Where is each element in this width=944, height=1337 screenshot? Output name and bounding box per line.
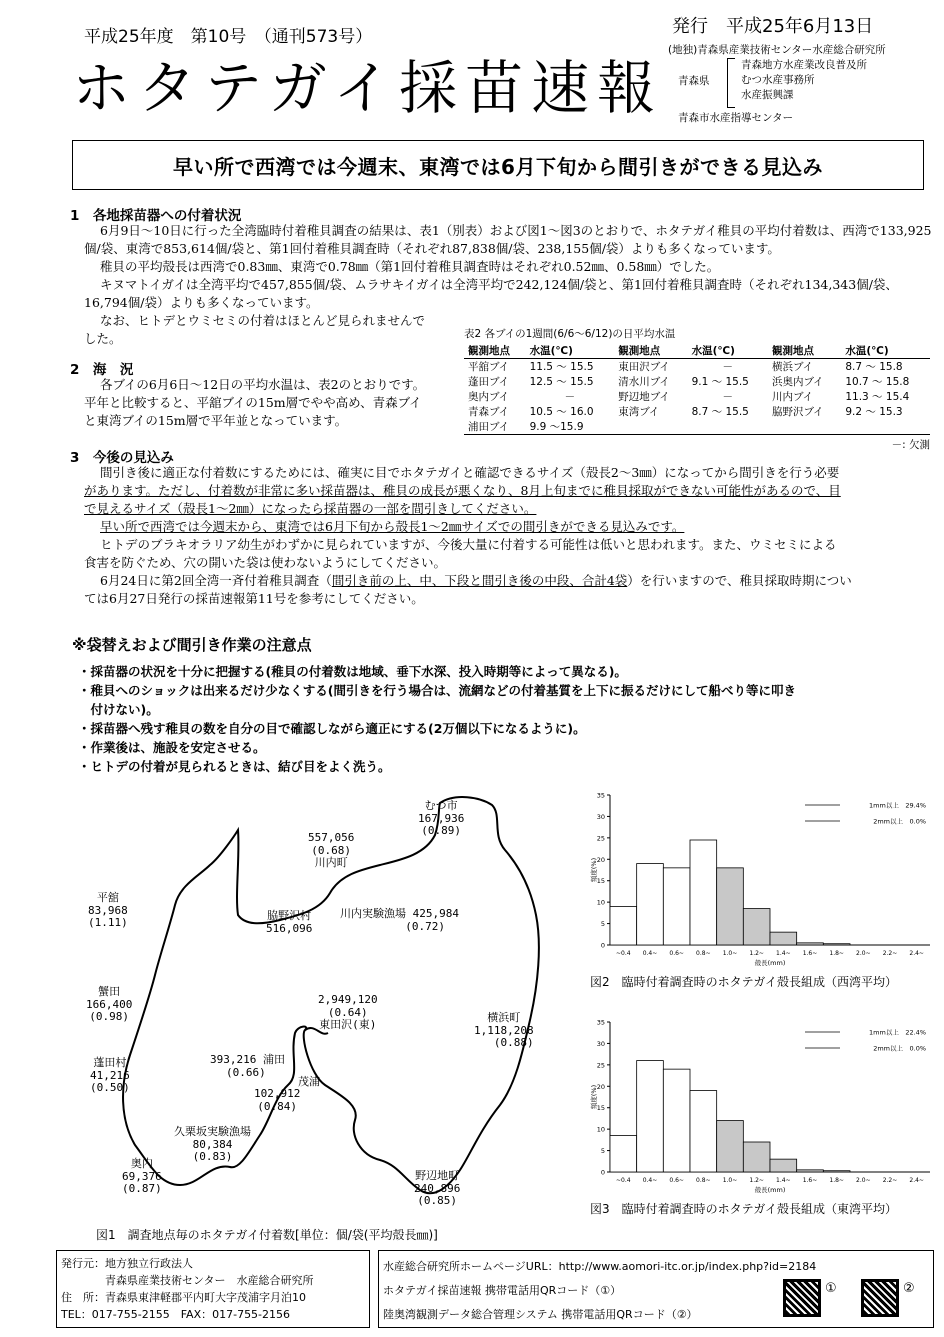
table-cell: － xyxy=(722,391,734,403)
org-line-5: 青森市水産指導センター xyxy=(678,112,794,124)
x-tick-label: 0.6~ xyxy=(669,950,684,957)
list-item: ・ヒトデの付着が見られるときは、結び目をよく洗う。 xyxy=(78,759,391,774)
legend-label: 1mm以上 29.4% xyxy=(869,801,926,810)
table-cell: 12.5 ～ 15.5 xyxy=(529,376,594,388)
y-tick-label: 35 xyxy=(596,1018,605,1027)
table-cell: － xyxy=(564,391,576,403)
chart-east xyxy=(588,1012,934,1200)
homepage-url[interactable]: 水産総合研究所ホームページURL：http://www.aomori-itc.or.jp/index.php?id=2184 xyxy=(383,1260,817,1273)
y-tick-label: 25 xyxy=(596,1061,605,1070)
map-label-kurimoguri: 久栗坂実験漁場 80,384 (0.83) xyxy=(174,1125,251,1163)
table-cell: 浦田ブイ xyxy=(468,421,510,433)
qr-1-mark: ① xyxy=(825,1281,837,1296)
table-2-note: －: 欠測 xyxy=(891,439,930,451)
y-tick-label: 30 xyxy=(596,812,605,821)
chart-west-caption: 図2 臨時付着調査時のホタテガイ殻長組成（西湾平均） xyxy=(590,975,898,989)
table-cell: 青森ブイ xyxy=(468,406,510,418)
x-tick-label: 0.4~ xyxy=(642,950,658,957)
list-item: ・採苗器の状況を十分に把握する(稚貝の付着数は地域、垂下水深、投入時期等によって異なる)。 xyxy=(78,664,627,679)
qr-code-1[interactable] xyxy=(783,1279,821,1317)
table-cell: 10.7 ～ 15.8 xyxy=(845,376,910,388)
x-tick-label: 2.0~ xyxy=(856,1177,871,1184)
table-row xyxy=(464,419,930,435)
publisher-label: 発行元：地方独立行政法人 xyxy=(61,1257,193,1270)
notes-list xyxy=(78,662,796,776)
x-tick-label: 0.6~ xyxy=(669,1177,684,1184)
histogram-bar xyxy=(770,1159,797,1172)
table-cell: 浜奥内ブイ xyxy=(771,376,824,388)
org-bracket xyxy=(727,58,735,108)
table-cell xyxy=(841,419,930,435)
section-1-title: 1 各地採苗器への付着状況 xyxy=(70,208,242,224)
histogram-bar xyxy=(797,1170,824,1172)
table-cell: 8.7 ～ 15.5 xyxy=(691,406,749,418)
table-cell xyxy=(768,419,841,435)
table-cell xyxy=(614,419,687,435)
x-tick-label: 0.8~ xyxy=(696,950,711,957)
org-a: 青森地方水産業改良普及所 xyxy=(741,59,867,71)
y-tick-label: 35 xyxy=(596,791,605,800)
section-2-p1c: と東湾ブイの15m層で平年並となっています。 xyxy=(84,413,348,428)
histogram-bar xyxy=(663,868,690,945)
map-label-noheji: 野辺地町 240,896 (0.85) xyxy=(414,1169,461,1207)
y-tick-label: 0 xyxy=(600,941,605,950)
table-cell: 東田沢ブイ xyxy=(618,361,670,373)
x-tick-label: 2.4~ xyxy=(909,950,924,957)
histogram-bar xyxy=(610,906,637,945)
histogram-bar xyxy=(690,840,717,945)
y-tick-label: 15 xyxy=(596,1104,605,1113)
section-2-title: 2 海 況 xyxy=(70,362,134,378)
section-3-p3a: ヒトデのブラキオラリア幼生がわずかに見られていますが、今後大量に付着する可能性は低いと思われます。また、ウミセミによる xyxy=(100,537,837,552)
y-tick-label: 10 xyxy=(596,898,605,907)
histogram-bar xyxy=(717,868,744,945)
section-3-p1c: で見えるサイズ（殻長1～2㎜）になったら採苗器の一部を間引きしてください。 xyxy=(84,501,537,516)
list-item: 付けない)。 xyxy=(78,702,159,717)
y-axis-label: 頻度(%) xyxy=(590,1084,598,1110)
section-1-p3: キヌマトイガイは全湾平均で457,855個/袋、ムラサキイガイは全湾平均で242,124個/袋と、第1回付着稚貝調査時（それぞれ134,343個/袋、16,794個/袋）よりも多くなっています。 xyxy=(84,277,898,310)
histogram-bar xyxy=(743,1142,770,1172)
x-tick-label: 2.2~ xyxy=(882,950,898,957)
publisher-box xyxy=(56,1250,370,1328)
y-tick-label: 20 xyxy=(596,1082,605,1091)
y-tick-label: 25 xyxy=(596,834,605,843)
table-cell: 川内ブイ xyxy=(771,391,814,403)
y-tick-label: 10 xyxy=(596,1125,605,1134)
x-tick-label: 1.4~ xyxy=(776,950,791,957)
x-tick-label: 1.8~ xyxy=(829,950,844,957)
map-label-urata: 393,216 浦田 (0.66) xyxy=(210,1053,285,1079)
y-axis-label: 頻度(%) xyxy=(590,857,598,883)
table-cell: 奥内ブイ xyxy=(468,391,510,403)
table-row xyxy=(464,389,930,404)
x-tick-label: ~0.4 xyxy=(616,1177,631,1184)
y-tick-label: 20 xyxy=(596,855,605,864)
table-cell: 野辺地ブイ xyxy=(618,391,670,403)
histogram-bar xyxy=(797,943,824,945)
table-cell xyxy=(688,419,768,435)
publish-date: 発行 平成25年6月13日 xyxy=(672,16,874,37)
y-tick-label: 5 xyxy=(600,1147,605,1156)
table-cell: － xyxy=(722,361,734,373)
qr-code-2[interactable] xyxy=(861,1279,899,1317)
org-prefecture: 青森県 xyxy=(678,75,710,87)
table-header: 水温(℃) xyxy=(526,343,615,359)
x-tick-label: ~0.4 xyxy=(616,950,631,957)
histogram-bar xyxy=(770,932,797,945)
legend-label: 2mm以上 0.0% xyxy=(873,817,926,826)
legend-label: 2mm以上 0.0% xyxy=(873,1044,926,1053)
section-1-p4b: した。 xyxy=(84,331,122,346)
publisher-name: 青森県産業技術センター 水産総合研究所 xyxy=(105,1274,314,1287)
page-title: ホタテガイ採苗速報 xyxy=(72,54,664,122)
y-tick-label: 5 xyxy=(600,920,605,929)
section-3-p2: 早い所で西湾では今週末から、東湾では6月下旬から殻長1～2㎜サイズでの間引きができる見込みです。 xyxy=(100,519,685,534)
section-1-p4a: なお、ヒトデとウミセミの付着はほとんど見られませんで xyxy=(100,313,426,328)
table-cell: 9.2 ～ 15.3 xyxy=(845,406,903,418)
section-3-p1a: 間引き後に適正な付着数にするためには、確実に目でホタテガイと確認できるサイズ（殻長2～3㎜）になってから間引きを行う必要 xyxy=(100,465,840,480)
x-tick-label: 1.4~ xyxy=(776,1177,791,1184)
org-b: むつ水産事務所 xyxy=(741,74,815,86)
list-item: ・稚貝へのショックは出来るだけ少なくする(間引きを行う場合は、流網などの付着基質を上下に振るだけにして船べり等に叩き xyxy=(78,683,796,698)
x-tick-label: 1.6~ xyxy=(802,950,818,957)
section-1-p1: 6月9日～10日に行った全湾臨時付着稚貝調査の結果は、表1（別表）および図1～図3のとおりで、ホタテガイ稚貝の平均付着数は、西湾で133,925個/袋、東湾で853,614個/袋と、第1回付着稚貝調査時（それぞれ87,838個/袋、238,155個/袋）よりも多くなっています。 xyxy=(84,223,932,256)
table-header: 観測地点 xyxy=(768,343,841,359)
table-row xyxy=(464,359,930,375)
notes-title: ※袋替えおよび間引き作業の注意点 xyxy=(72,636,312,654)
histogram-bar xyxy=(823,1171,850,1172)
section-3-p4-underlined: 間引き前の上、中、下段と間引き後の中段、合計4袋 xyxy=(331,573,628,588)
org-list xyxy=(741,58,867,103)
table-cell: 8.7 ～ 15.8 xyxy=(845,361,903,373)
y-tick-label: 0 xyxy=(600,1168,605,1177)
map-label-moura: 102,912 (0.84) xyxy=(254,1087,301,1113)
links-box xyxy=(378,1250,934,1328)
list-item: ・採苗器へ残す稚貝の数を自分の目で確認しながら適正にする(2万個以下になるように)。 xyxy=(78,721,586,736)
table-cell: 11.3 ～ 15.4 xyxy=(845,391,910,403)
x-tick-label: 2.4~ xyxy=(909,1177,924,1184)
histogram-bar xyxy=(717,1121,744,1172)
legend-label: 1mm以上 22.4% xyxy=(869,1028,926,1037)
histogram-bar xyxy=(743,909,770,945)
section-3-p4c: ては6月27日発行の採苗速報第11号を参考にしてください。 xyxy=(84,591,424,606)
histogram-bar xyxy=(610,1136,637,1172)
section-3-p1b: があります。ただし、付着数が非常に多い採苗器は、稚貝の成長が悪くなり、8月上旬までに稚貝採取ができない可能性があるので、目 xyxy=(84,483,841,498)
y-tick-label: 15 xyxy=(596,877,605,886)
table-cell: 横浜ブイ xyxy=(771,361,814,373)
table-cell: 10.5 ～ 16.0 xyxy=(529,406,594,418)
histogram-bar xyxy=(823,944,850,945)
x-tick-label: 2.2~ xyxy=(882,1177,898,1184)
map-label-kanita: 蟹田 166,400 (0.98) xyxy=(86,985,133,1023)
table-cell: 蓬田ブイ xyxy=(468,376,510,388)
map-label-yokohama: 横浜町 1,118,208 (0.88) xyxy=(474,1011,534,1049)
section-2-p1b: 平年と比較すると、平舘ブイの15m層でやや高め、青森ブイ xyxy=(84,395,422,410)
publisher-address: 住 所：青森県東津軽郡平内町大字茂浦字月泊10 xyxy=(61,1291,306,1304)
x-tick-label: 0.8~ xyxy=(696,1177,711,1184)
map-label-moura-name: 茂浦 xyxy=(298,1075,320,1088)
x-tick-label: 1.6~ xyxy=(802,1177,818,1184)
qr-2-mark: ② xyxy=(903,1281,915,1296)
map-label-okunai: 奥内 69,376 (0.87) xyxy=(122,1157,162,1195)
table-cell: 9.1 ～ 15.5 xyxy=(691,376,749,388)
section-3-p4-start: 6月24日に第2回全湾一斉付着稚貝調査（ xyxy=(100,573,332,588)
section-1-p2: 稚貝の平均殻長は西湾で0.83㎜、東湾で0.78㎜（第1回付着稚貝調査時はそれぞれ0.52㎜、0.58㎜）でした。 xyxy=(100,259,720,274)
chart-east-caption: 図3 臨時付着調査時のホタテガイ殻長組成（東湾平均） xyxy=(590,1202,898,1216)
section-2-p1a: 各ブイの6月6日～12日の平均水温は、表2のとおりです。 xyxy=(100,377,426,392)
table-cell: 東湾ブイ xyxy=(618,406,660,418)
qr-2-label: 陸奥湾観測データ総合管理システム 携帯電話用QRコード（②） xyxy=(383,1308,698,1321)
x-tick-label: 2.0~ xyxy=(856,950,871,957)
x-tick-label: 1.8~ xyxy=(829,1177,844,1184)
table-2 xyxy=(464,326,930,452)
org-line-1: (地独)青森県産業技術センター水産総合研究所 xyxy=(668,44,886,56)
chart-west xyxy=(588,785,934,973)
section-3-p4a xyxy=(100,572,852,590)
x-axis-label: 殻長(mm) xyxy=(754,959,786,967)
publisher-tel: TEL：017-755-2155 FAX：017-755-2156 xyxy=(61,1308,291,1321)
histogram-bar xyxy=(690,1091,717,1172)
x-tick-label: 1.0~ xyxy=(722,1177,738,1184)
x-tick-label: 0.4~ xyxy=(642,1177,658,1184)
table-cell: 脇野沢ブイ xyxy=(771,406,824,418)
map-label-wakinosawa: 脇野沢村 516,096 xyxy=(266,909,313,935)
map-label-yomogita: 蓬田村 41,216 (0.50) xyxy=(90,1056,130,1094)
table-header: 水温(℃) xyxy=(841,343,930,359)
x-tick-label: 1.2~ xyxy=(749,950,764,957)
map-label-mutsu: むつ市 167,936 (0.89) xyxy=(418,799,465,837)
table-row xyxy=(464,404,930,419)
histogram-bar xyxy=(637,1061,664,1172)
table-2-title: 表2 各ブイの1週間(6/6～6/12)の日平均水温 xyxy=(464,328,676,340)
table-cell: 清水川ブイ xyxy=(618,376,670,388)
x-tick-label: 1.2~ xyxy=(749,1177,764,1184)
x-tick-label: 1.0~ xyxy=(722,950,738,957)
section-3-p3b: 食害を防ぐため、穴の開いた袋は使わないようにしてください。 xyxy=(84,555,447,570)
org-c: 水産振興課 xyxy=(741,89,794,101)
map-label-tairadate: 平舘 83,968 (1.11) xyxy=(88,891,128,929)
table-header: 観測地点 xyxy=(614,343,687,359)
list-item: ・作業後は、施設を安定させる。 xyxy=(78,740,266,755)
headline: 早い所で西湾では今週末、東湾では6月下旬から間引きができる見込み xyxy=(173,154,823,179)
map-label-kawauchi-exp: 川内実験漁場 425,984 (0.72) xyxy=(340,907,459,933)
x-axis-label: 殻長(mm) xyxy=(754,1186,786,1194)
table-cell: 9.9 ～15.9 xyxy=(529,421,584,433)
issue-number: 平成25年度 第10号 （通刊573号） xyxy=(84,27,373,47)
table-cell: 平舘ブイ xyxy=(468,361,510,373)
section-3-p4-end: ）を行いますので、稚貝採取時期につい xyxy=(627,573,852,588)
table-header: 水温(℃) xyxy=(688,343,768,359)
table-row xyxy=(464,374,930,389)
section-3-title: 3 今後の見込み xyxy=(70,450,174,466)
histogram-bar xyxy=(663,1069,690,1172)
table-header: 観測地点 xyxy=(464,343,526,359)
table-cell: 11.5 ～ 15.5 xyxy=(529,361,594,373)
headline-box xyxy=(72,140,924,190)
histogram-bar xyxy=(637,864,664,945)
map-label-kawauchi: 557,056 (0.68) 川内町 xyxy=(308,831,355,869)
y-tick-label: 30 xyxy=(596,1039,605,1048)
map-caption: 図1 調査地点毎のホタテガイ付着数[単位：個/袋(平均殻長㎜)] xyxy=(96,1228,438,1242)
map-label-higashitazawa: 2,949,120 (0.64) 東田沢(東) xyxy=(318,993,378,1031)
qr-1-label: ホタテガイ採苗速報 携帯電話用QRコード（①） xyxy=(383,1284,622,1297)
